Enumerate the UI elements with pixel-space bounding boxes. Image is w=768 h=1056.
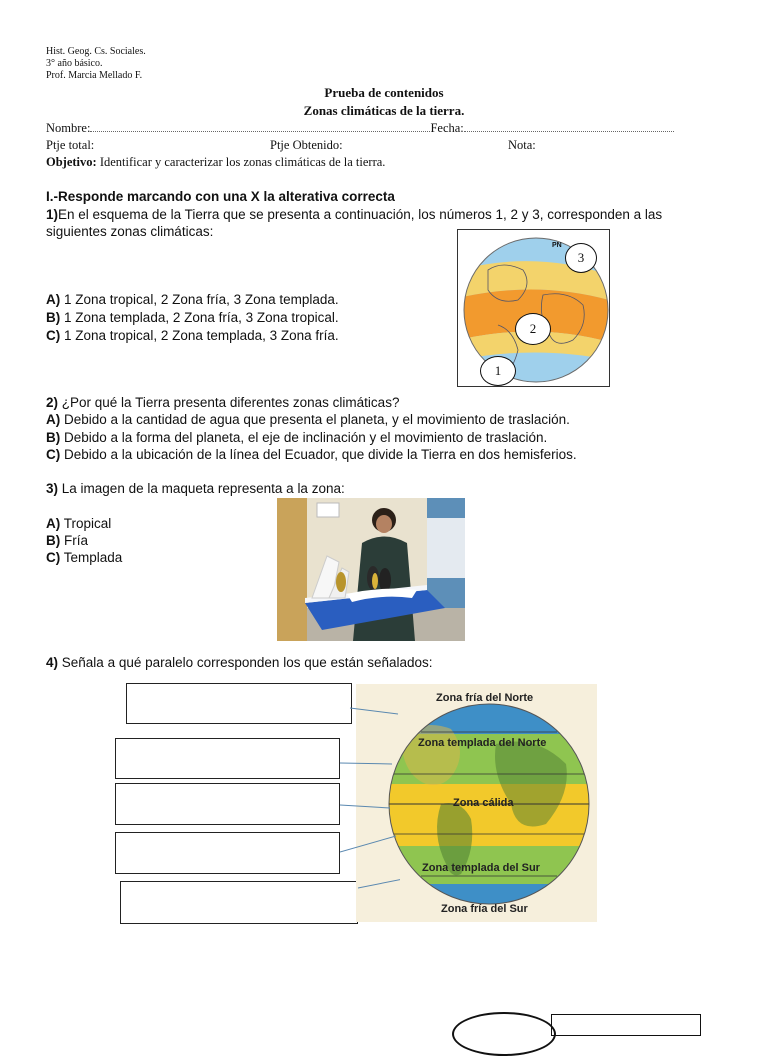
q3-option-a-letter: A): [46, 516, 61, 531]
globe-label-2: 2: [515, 313, 551, 345]
q1-option-c-letter: C): [46, 328, 61, 343]
zone-label-temperate-north: Zona templada del Norte: [418, 737, 547, 749]
q1-option-c-text: 1 Zona tropical, 2 Zona templada, 3 Zona fría.: [64, 328, 339, 343]
q2-statement: [46, 394, 399, 411]
q2-option-c-text: Debido a la ubicación de la línea del Ecuador, que divide la Tierra en dos hemisferios.: [64, 447, 577, 462]
test-subtitle: Zonas climáticas de la tierra.: [303, 103, 465, 118]
nota-label: Nota:: [508, 138, 536, 152]
north-pole-label: PN: [552, 242, 562, 249]
q1-option-c[interactable]: [46, 327, 339, 344]
q1-option-b-letter: B): [46, 310, 61, 325]
bottom-box: [551, 1014, 701, 1036]
ptje-obtenido-label: Ptje Obtenido:: [270, 138, 343, 152]
test-title: Prueba de contenidos: [324, 85, 444, 100]
q1-statement: [46, 206, 716, 240]
q2-number: 2): [46, 395, 59, 410]
answer-box-1[interactable]: [126, 683, 352, 724]
q1-option-a-letter: A): [46, 292, 61, 307]
zone-label-temperate-south: Zona templada del Sur: [422, 862, 540, 874]
q3-text: La imagen de la maqueta representa a la zona:: [61, 481, 345, 496]
q2-option-b-text: Debido a la forma del planeta, el eje de inclinación y el movimiento de traslación.: [64, 430, 548, 445]
zone-label-warm: Zona cálida: [453, 797, 514, 809]
section-heading: I.-Responde marcando con una X la alterativa correcta: [46, 189, 395, 204]
q3-statement: [46, 480, 345, 497]
grade-line: 3° año básico.: [46, 58, 103, 69]
fecha-label: Fecha:: [430, 121, 464, 135]
q1-option-a[interactable]: [46, 291, 339, 308]
maqueta-illustration: [277, 498, 465, 641]
q3-option-b-letter: B): [46, 533, 61, 548]
q3-option-c[interactable]: [46, 549, 122, 566]
ptje-total-label: Ptje total:: [46, 138, 95, 152]
course-line: Hist. Geog. Cs. Sociales.: [46, 46, 146, 57]
model-photo: [277, 498, 465, 641]
objetivo-text: Identificar y caracterizar los zonas climáticas de la tierra.: [99, 155, 386, 169]
q2-option-b-letter: B): [46, 430, 61, 445]
q3-option-c-text: Templada: [63, 550, 123, 565]
q4-text: Señala a qué paralelo corresponden los que están señalados:: [61, 655, 433, 670]
q1-option-b-text: 1 Zona templada, 2 Zona fría, 3 Zona tropical.: [64, 310, 339, 325]
globe-label-1: 1: [480, 356, 516, 386]
q3-option-a[interactable]: [46, 515, 111, 532]
answer-box-4[interactable]: [115, 832, 340, 874]
nombre-blank[interactable]: [90, 120, 430, 132]
q3-number: 3): [46, 481, 59, 496]
q3-option-a-text: Tropical: [63, 516, 112, 531]
nombre-label: Nombre:: [46, 121, 91, 135]
answer-box-5[interactable]: [120, 881, 358, 924]
teacher-line: Prof. Marcia Mellado F.: [46, 70, 143, 81]
arrow-lines: [340, 690, 400, 910]
zone-label-cold-south: Zona fría del Sur: [441, 903, 528, 915]
q1-number: 1): [46, 207, 59, 222]
zone-label-cold-north: Zona fría del Norte: [436, 692, 534, 704]
q2-option-a-letter: A): [46, 412, 61, 427]
q3-option-b[interactable]: [46, 532, 88, 549]
objetivo-row: [46, 154, 385, 170]
nombre-row: [46, 120, 706, 136]
objetivo-label: Objetivo:: [46, 155, 97, 169]
q2-text: ¿Por qué la Tierra presenta diferentes zonas climáticas?: [61, 395, 400, 410]
q4-number: 4): [46, 655, 59, 670]
q1-option-b[interactable]: [46, 309, 339, 326]
q1-text: En el esquema de la Tierra que se presenta a continuación, los números 1, 2 y 3, corresponden a las siguientes zonas climáticas:: [46, 207, 663, 239]
q1-globe-figure: [457, 229, 610, 387]
q2-option-c[interactable]: [46, 446, 577, 463]
globe-label-3: 3: [565, 243, 597, 273]
q4-statement: [46, 654, 433, 671]
q2-option-a[interactable]: [46, 411, 570, 428]
bottom-oval-shape: [452, 1012, 556, 1056]
q2-option-a-text: Debido a la cantidad de agua que presenta el planeta, y el movimiento de traslación.: [64, 412, 570, 427]
q2-option-c-letter: C): [46, 447, 61, 462]
q2-option-b[interactable]: [46, 429, 547, 446]
q1-option-a-text: 1 Zona tropical, 2 Zona fría, 3 Zona templada.: [64, 292, 339, 307]
fecha-blank[interactable]: [464, 120, 674, 132]
answer-box-2[interactable]: [115, 738, 340, 779]
answer-box-3[interactable]: [115, 783, 340, 825]
q3-option-b-text: Fría: [64, 533, 89, 548]
q3-option-c-letter: C): [46, 550, 61, 565]
